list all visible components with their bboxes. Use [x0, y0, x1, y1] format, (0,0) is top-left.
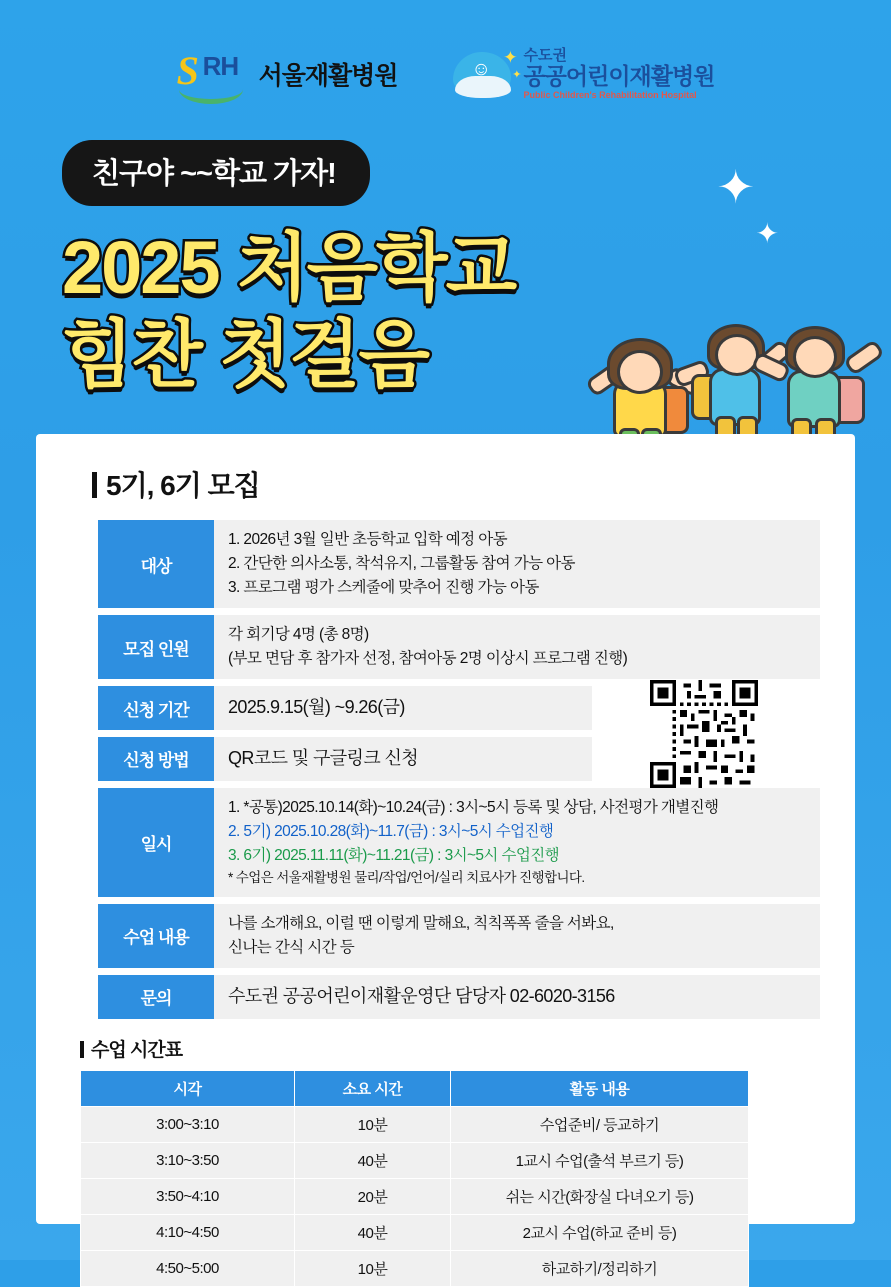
cell-activity: 쉬는 시간(화장실 다녀오기 등)	[451, 1178, 749, 1214]
row-value	[214, 686, 592, 730]
cell-time: 4:10~4:50	[81, 1214, 295, 1250]
cell-time: 3:00~3:10	[81, 1106, 295, 1142]
table-row	[81, 1250, 749, 1286]
row-value-line: 각 회기당 4명 (총 8명)	[228, 626, 369, 644]
row-label: 모집 인원	[98, 615, 214, 679]
logo-sparkle-icon: ✦	[503, 48, 518, 67]
row-value	[214, 975, 820, 1019]
table-row	[81, 1178, 749, 1214]
heading-bar-icon-2	[80, 1041, 84, 1058]
row-value-line: 1. 2026년 3월 일반 초등학교 입학 예정 아동	[228, 531, 507, 548]
row-value-note: * 수업은 서울재활병원 물리/작업/언어/실리 치료사가 진행합니다.	[228, 869, 585, 885]
logo-bar	[0, 0, 891, 112]
timetable-header-row	[81, 1070, 749, 1106]
cell-duration: 40분	[295, 1142, 451, 1178]
public-hospital-logo-icon	[453, 46, 522, 102]
logo-person-icon: ☺	[471, 59, 491, 80]
table-row	[98, 975, 820, 1019]
public-logo-line1: 수도권	[523, 46, 567, 64]
cell-time: 3:50~4:10	[81, 1178, 295, 1214]
kid2-head	[715, 334, 759, 376]
qr-code[interactable]	[650, 680, 758, 788]
table-row	[98, 520, 820, 608]
cell-duration: 10분	[295, 1250, 451, 1286]
srh-logo-swoosh	[179, 75, 243, 104]
cell-duration: 20분	[295, 1178, 451, 1214]
kid3-arm-right	[843, 339, 885, 376]
cell-activity: 2교시 수업(하교 준비 등)	[451, 1214, 749, 1250]
cell-activity: 하교하기/정리하기	[451, 1250, 749, 1286]
srh-logo-icon	[177, 45, 251, 103]
row-value	[214, 520, 820, 608]
row-label: 대상	[98, 520, 214, 608]
row-value-line: 1. *공통)2025.10.14(화)~10.24(금) : 3시~5시 등록 및 상담, 사전평가 개별진행	[228, 798, 719, 816]
row-value-line: 신나는 간식 시간 등	[228, 938, 355, 956]
row-label: 문의	[98, 975, 214, 1019]
srh-logo-s: S	[176, 48, 199, 93]
public-logo-line3: Public Children's Rehabilitation Hospital	[523, 90, 697, 101]
row-value	[214, 615, 820, 679]
row-label: 일시	[98, 788, 214, 897]
title-line-2: 힘찬 첫걸음	[62, 313, 428, 397]
timetable-heading	[80, 1035, 821, 1062]
title-line-1: 2025 처음학교	[62, 226, 516, 309]
heading-bar-icon	[92, 472, 97, 498]
table-row	[98, 788, 820, 897]
table-row	[81, 1142, 749, 1178]
kid1-head	[617, 350, 663, 394]
timetable-col-duration: 소요 시간	[295, 1070, 451, 1106]
row-value-line: (부모 면담 후 참가자 선정, 참여아동 2명 이상시 프로그램 진행)	[228, 650, 628, 668]
table-row	[98, 904, 820, 968]
qr-code-icon	[650, 680, 758, 788]
srh-logo-rh: RH	[202, 51, 239, 81]
row-value-line: 3. 6기) 2025.11.11(화)~11.21(금) : 3시~5시 수업진행	[228, 846, 560, 864]
logo-seoul-rehab	[177, 45, 398, 103]
recruit-heading	[92, 464, 821, 504]
public-hospital-logo-label	[523, 48, 714, 101]
srh-logo-label: 서울재활병원	[258, 62, 398, 90]
row-value-line: 수도권 공공어린이재활운영단 담당자 02-6020-3156	[228, 985, 615, 1006]
row-value	[214, 788, 820, 897]
row-value-line: 2. 5기) 2025.10.28(화)~11.7(금) : 3시~5시 수업진행	[228, 822, 554, 840]
row-value	[214, 904, 820, 968]
timetable-col-activity: 활동 내용	[451, 1070, 749, 1106]
row-value-line: 2. 간단한 의사소통, 착석유지, 그룹활동 참여 가능 아동	[228, 555, 575, 573]
cell-activity: 1교시 수업(출석 부르기 등)	[451, 1142, 749, 1178]
row-value	[214, 737, 592, 781]
recruit-heading-label: 5기, 6기 모집	[106, 470, 260, 501]
logo-sparkle-small-icon: ✦	[512, 69, 522, 81]
content-card	[36, 434, 855, 1278]
cell-time: 3:10~3:50	[81, 1142, 295, 1178]
row-label: 수업 내용	[98, 904, 214, 968]
table-row	[81, 1106, 749, 1142]
row-value-line: 3. 프로그램 평가 스케줄에 맞추어 진행 가능 아동	[228, 579, 539, 597]
row-label: 신청 방법	[98, 737, 214, 781]
cell-time: 4:50~5:00	[81, 1250, 295, 1286]
table-row	[98, 615, 820, 679]
row-value-line: 나를 소개해요, 이럴 땐 이렇게 말해요, 칙칙폭폭 줄을 서봐요,	[228, 914, 614, 932]
row-label: 신청 기간	[98, 686, 214, 730]
kid3-head	[793, 336, 837, 378]
timetable-heading-label: 수업 시간표	[91, 1039, 183, 1061]
row-value-line: 2025.9.15(월) ~9.26(금)	[228, 697, 405, 718]
sparkle-small-icon: ✦	[755, 218, 779, 249]
logo-public-childrens-hospital	[453, 46, 714, 102]
info-table	[98, 520, 820, 1019]
hero-pill: 친구야 ~~학교 가자!	[62, 140, 370, 206]
timetable	[80, 1070, 749, 1287]
public-logo-line2: 공공어린이재활병원	[523, 63, 715, 90]
sparkle-large-icon: ✦	[716, 161, 755, 213]
cell-duration: 40분	[295, 1214, 451, 1250]
row-value-line: QR코드 및 구글링크 신청	[228, 747, 419, 768]
timetable-col-time: 시각	[81, 1070, 295, 1106]
cell-activity: 수업준비/ 등교하기	[451, 1106, 749, 1142]
table-row	[81, 1214, 749, 1250]
cell-duration: 10분	[295, 1106, 451, 1142]
